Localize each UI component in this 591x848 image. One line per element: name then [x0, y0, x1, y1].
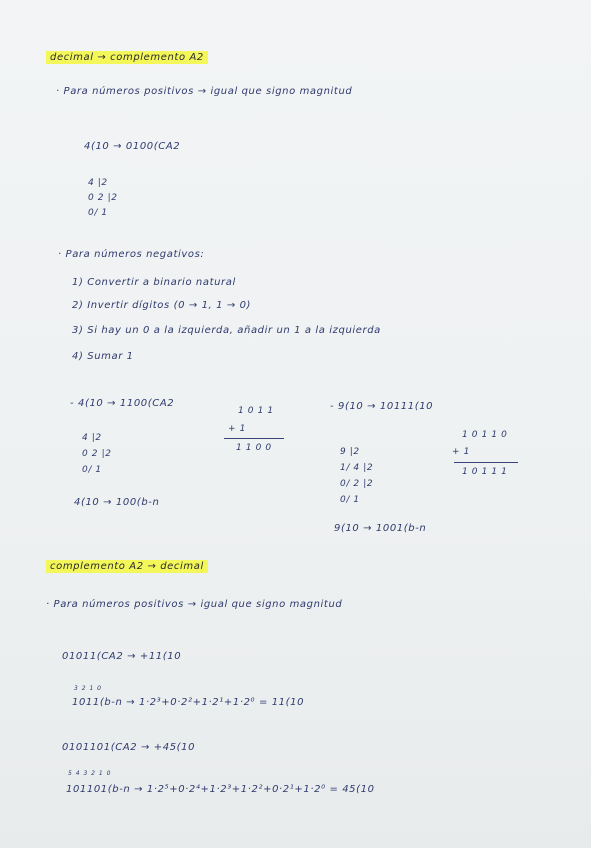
- ex-b-division-line: 0/ 1: [340, 495, 360, 505]
- ex-b-sum-line: 1 0 1 1 1: [462, 467, 508, 477]
- section2-ex2-indices: 5 4 3 2 1 0: [68, 770, 112, 777]
- step-item: 2) Invertir dígitos (0 → 1, 1 → 0): [72, 300, 252, 311]
- ex-b-sum-line: + 1: [452, 447, 470, 457]
- division1-line: 4 |2: [88, 178, 108, 188]
- section2-title: [46, 561, 208, 572]
- negative-heading: · Para números negativos:: [58, 249, 205, 260]
- section2-ex1-indices: 3 2 1 0: [74, 685, 102, 692]
- section1-example-main: 4(10 → 0100(CA2: [84, 141, 181, 152]
- division1-line: 0 2 |2: [88, 193, 118, 203]
- section2-title-text: complemento A2 → decimal: [46, 560, 208, 573]
- ex-b-division-line: 1/ 4 |2: [340, 463, 374, 473]
- section1-title-text: decimal → complemento A2: [46, 51, 208, 64]
- ex-b-division-line: 0/ 2 |2: [340, 479, 374, 489]
- ex-a-sum-line: 1 0 1 1: [238, 406, 274, 416]
- ex-b-header: - 9(10 → 10111(10: [330, 401, 434, 412]
- section1-positive-rule: · Para números positivos → igual que signo magnitud: [56, 86, 353, 97]
- section1-title: [46, 52, 208, 63]
- step-item: 4) Sumar 1: [72, 351, 134, 362]
- ex-a-sum-rule: [224, 438, 284, 439]
- section2-ex2-line: 0101101(CA2 → +45(10: [62, 742, 196, 753]
- ex-b-sum-rule: [454, 462, 518, 463]
- section2-ex1-line: 01011(CA2 → +11(10: [62, 651, 182, 662]
- ex-a-division-line: 0 2 |2: [82, 449, 112, 459]
- division1-line: 0/ 1: [88, 208, 108, 218]
- step-item: 3) Si hay un 0 a la izquierda, añadir un 1 a la izquierda: [72, 325, 381, 336]
- step-item: 1) Convertir a binario natural: [72, 277, 236, 288]
- ex-a-sum-line: + 1: [228, 424, 246, 434]
- ex-a-sum-line: 1 1 0 0: [236, 443, 272, 453]
- ex-b-result: 9(10 → 1001(b-n: [334, 523, 427, 534]
- ex-a-division-line: 0/ 1: [82, 465, 102, 475]
- ex-a-header: - 4(10 → 1100(CA2: [70, 398, 175, 409]
- ex-b-sum-line: 1 0 1 1 0: [462, 430, 508, 440]
- section2-ex2-expansion: 101101(b-n → 1·2⁵+0·2⁴+1·2³+1·2²+0·2¹+1·2⁰ = 45(10: [66, 784, 375, 795]
- ex-a-division-line: 4 |2: [82, 433, 102, 443]
- ex-a-result: 4(10 → 100(b-n: [74, 497, 160, 508]
- section2-positive-rule: · Para números positivos → igual que signo magnitud: [46, 599, 343, 610]
- ex-b-division-line: 9 |2: [340, 447, 360, 457]
- section2-ex1-expansion: 1011(b-n → 1·2³+0·2²+1·2¹+1·2⁰ = 11(10: [72, 697, 305, 708]
